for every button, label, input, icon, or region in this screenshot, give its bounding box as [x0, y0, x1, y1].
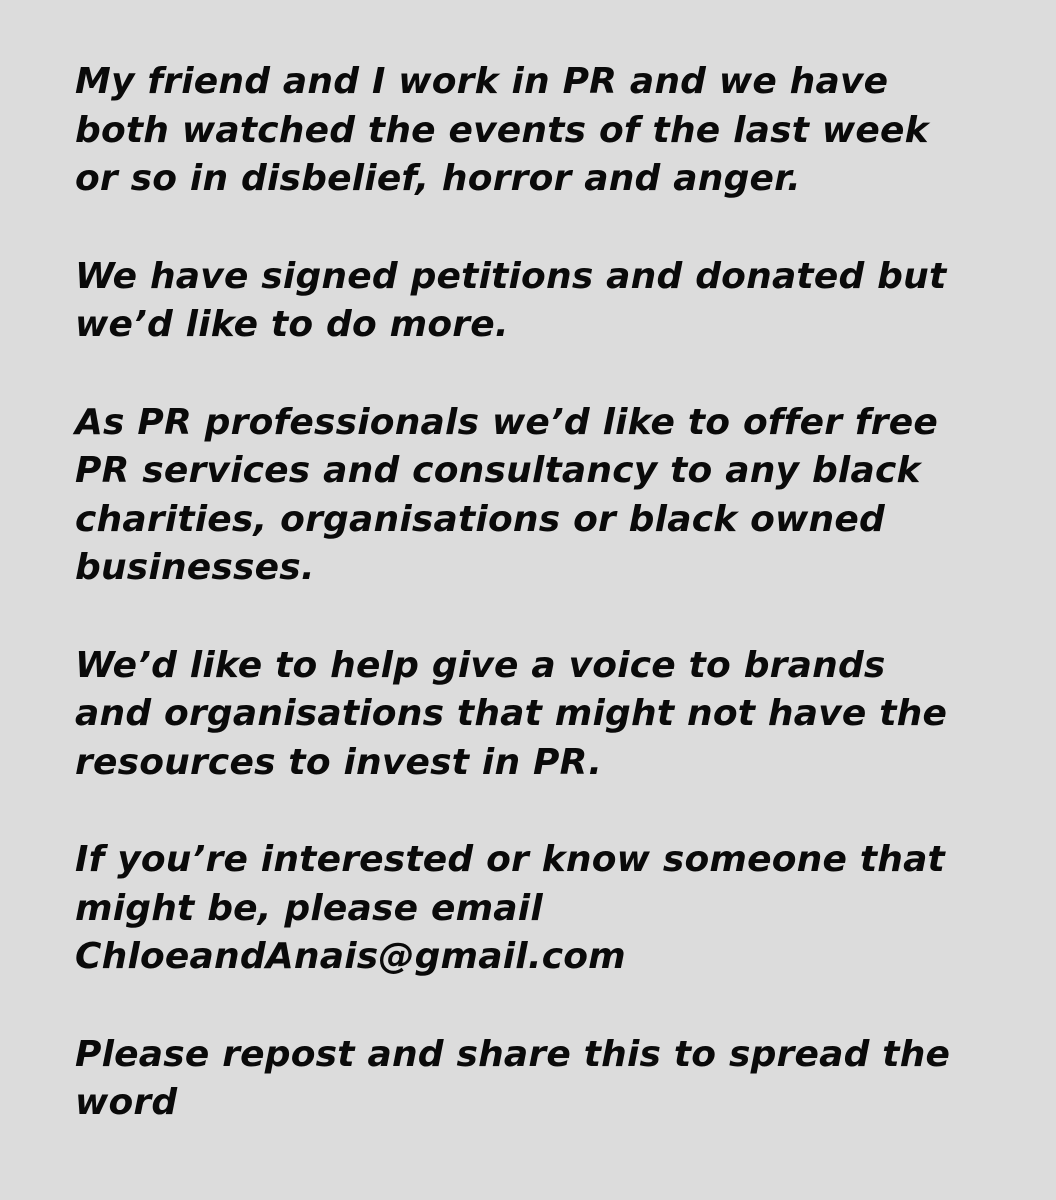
paragraph-offer: As PR professionals we’d like to offer free PR services and consultancy to any black charities, organisations or black owned businesses. [75, 401, 938, 588]
paragraph-intro: My friend and I work in PR and we have both watched the events of the last week or so in disbelief, horror and anger. [75, 61, 929, 199]
story-text-block [75, 58, 1025, 1128]
paragraph-voice: We’d like to help give a voice to brands and organisations that might not have the resources to invest in PR. [75, 644, 948, 783]
paragraph-petitions: We have signed petitions and donated but we’d like to do more. [75, 255, 947, 345]
paragraph-contact: If you’re interested or know someone that might be, please email ChloeandAnais@gmail.com [75, 839, 945, 977]
paragraph-share: Please repost and share this to spread the word [75, 1033, 951, 1123]
